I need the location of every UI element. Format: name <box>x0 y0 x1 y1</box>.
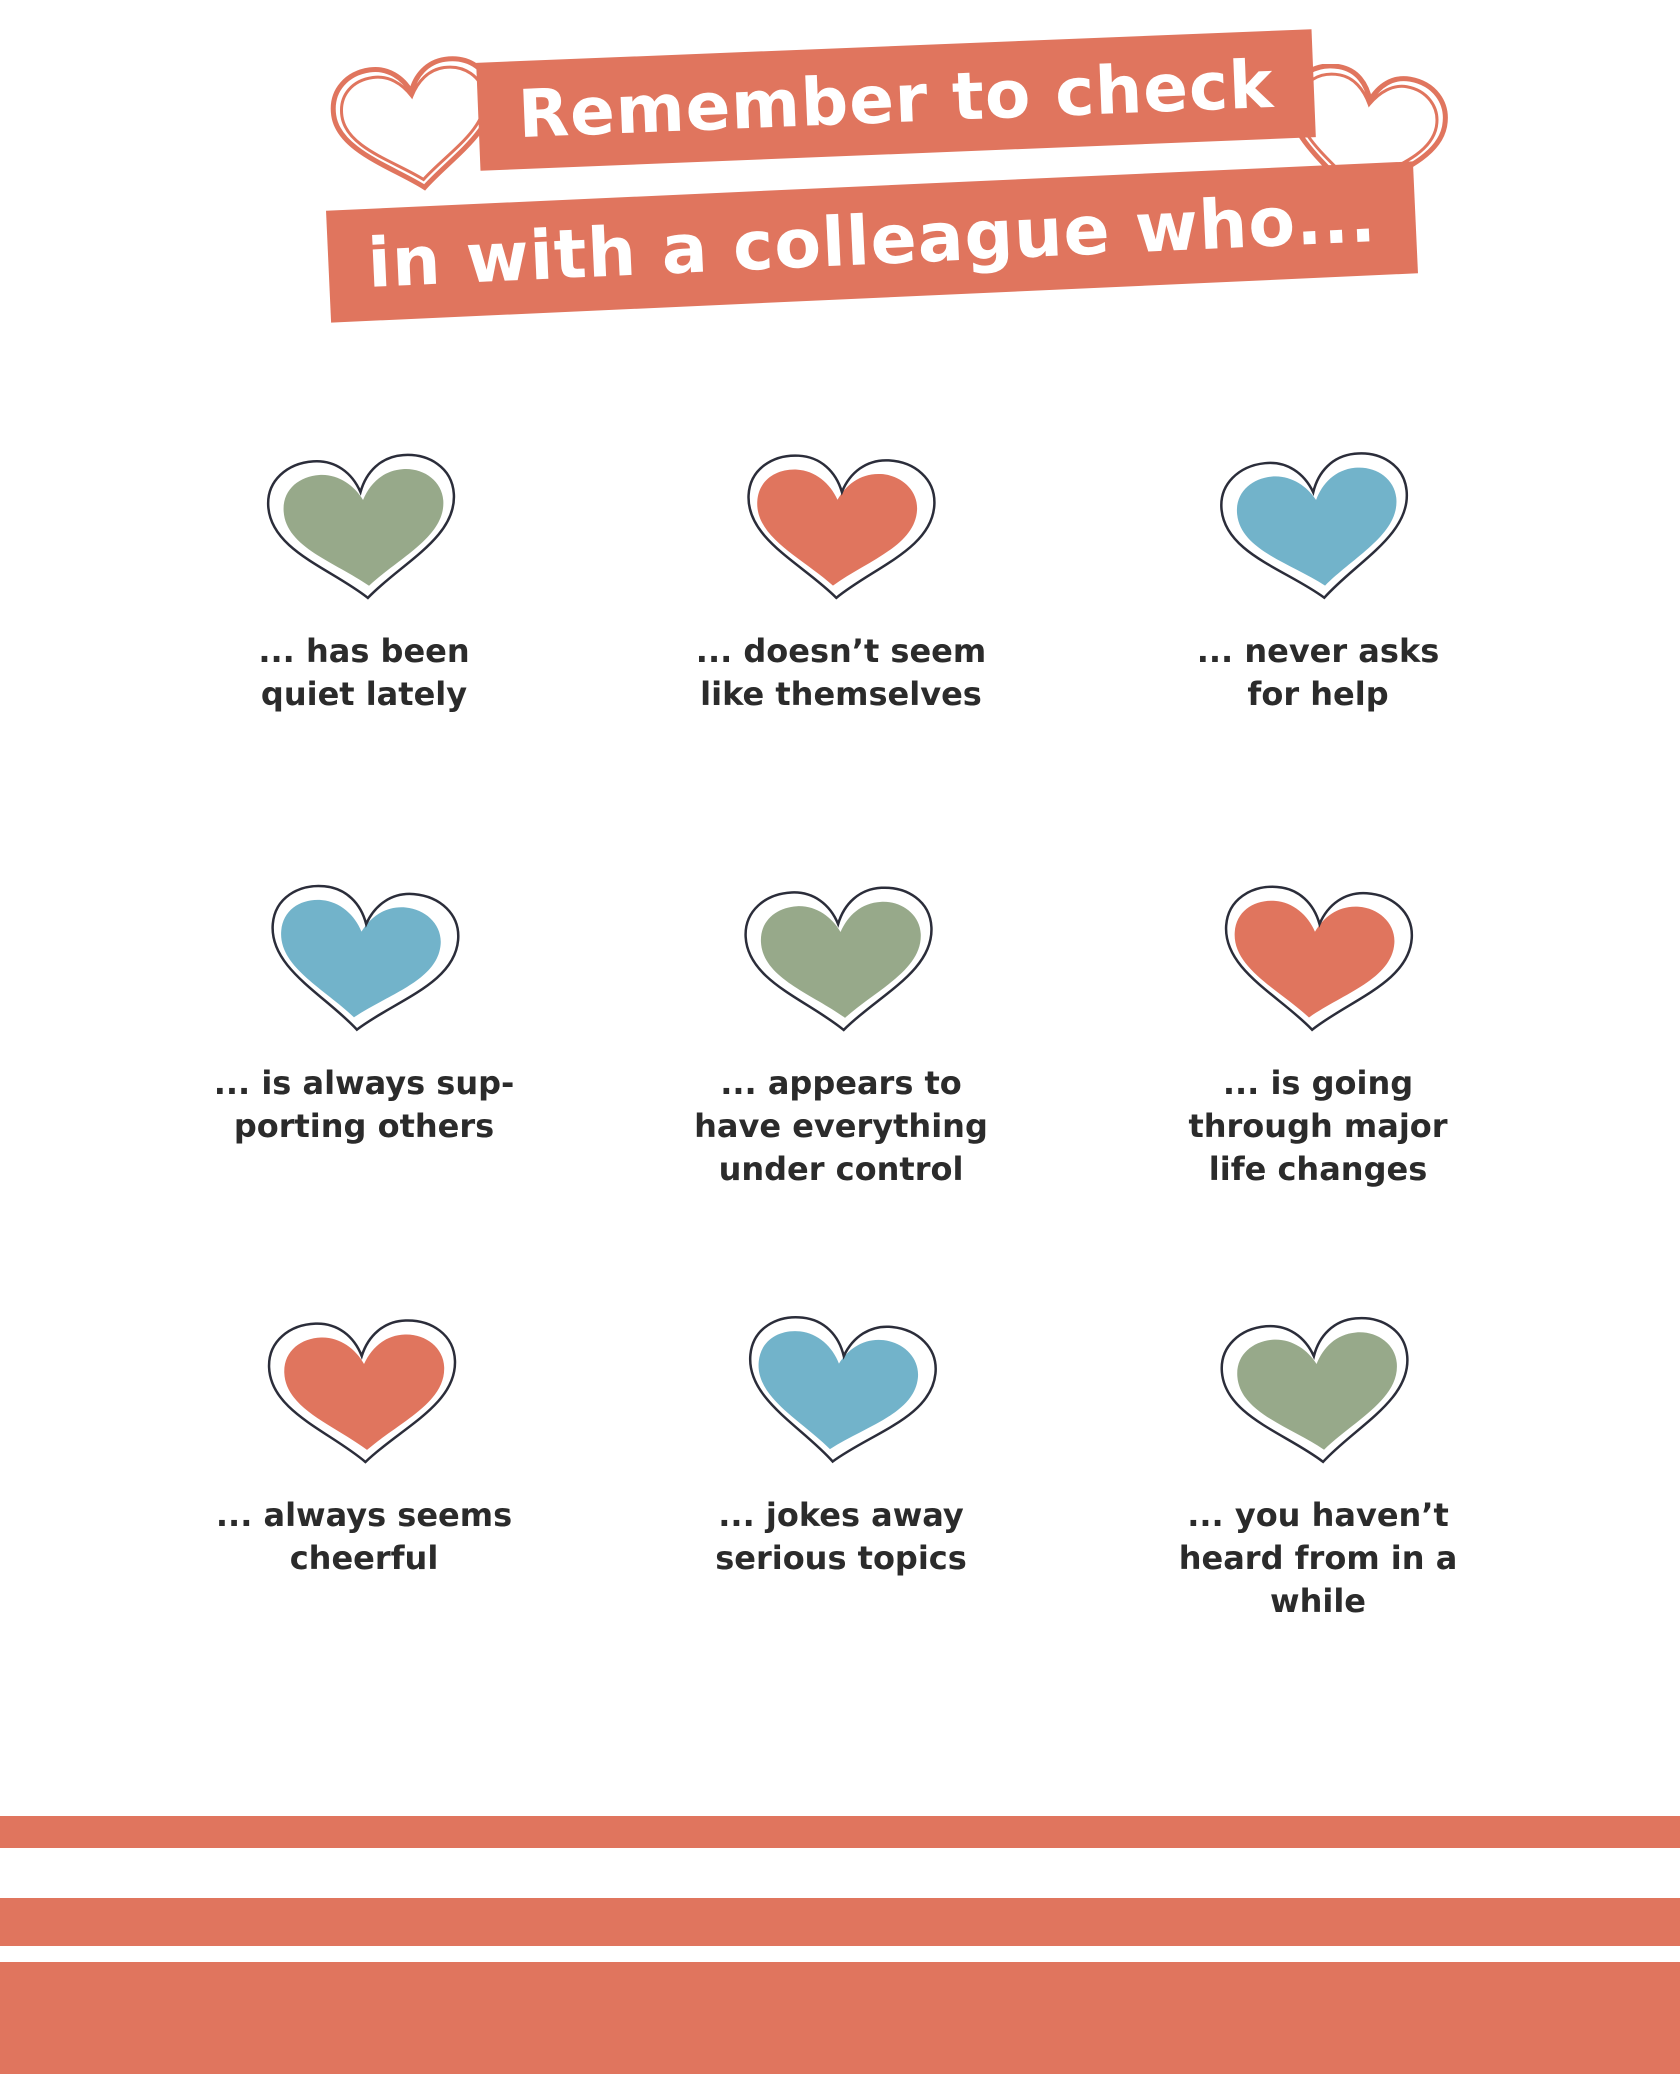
item-label: ... doesn’t seem like themselves <box>695 632 987 713</box>
item-label: ... appears to have everything under control <box>694 1064 988 1188</box>
item-card <box>184 448 544 716</box>
heart-icon <box>1212 880 1424 1046</box>
heart-icon <box>258 1312 470 1478</box>
item-card <box>184 1312 544 1580</box>
item-card <box>184 880 544 1148</box>
heart-icon <box>258 448 470 614</box>
item-card <box>1138 448 1498 716</box>
item-card <box>661 1312 1021 1580</box>
title-banner-line-2: in with a colleague who... <box>326 161 1418 322</box>
item-label: ... is always sup- porting others <box>213 1064 515 1145</box>
heart-icon <box>258 880 470 1046</box>
item-card <box>661 448 1021 716</box>
heart-icon <box>1212 448 1424 614</box>
item-label: ... has been quiet lately <box>258 632 470 713</box>
heart-icon <box>1212 1312 1424 1478</box>
footer-stripe <box>0 1898 1680 1946</box>
heart-icon <box>735 448 947 614</box>
item-label: ... always seems cheerful <box>215 1496 513 1577</box>
heart-icon <box>735 1312 947 1478</box>
item-label: ... you haven’t heard from in a while <box>1178 1496 1458 1620</box>
item-card <box>1138 1312 1498 1623</box>
item-card <box>661 880 1021 1191</box>
item-label: ... jokes away serious topics <box>715 1496 967 1577</box>
footer-stripe <box>0 1816 1680 1848</box>
item-label: ... never asks for help <box>1196 632 1440 713</box>
item-label: ... is going through major life changes <box>1188 1064 1448 1188</box>
footer-stripe <box>0 1962 1680 2074</box>
title-banner-line-1: Remember to check <box>476 29 1316 170</box>
heart-icon <box>735 880 947 1046</box>
item-card <box>1138 880 1498 1191</box>
